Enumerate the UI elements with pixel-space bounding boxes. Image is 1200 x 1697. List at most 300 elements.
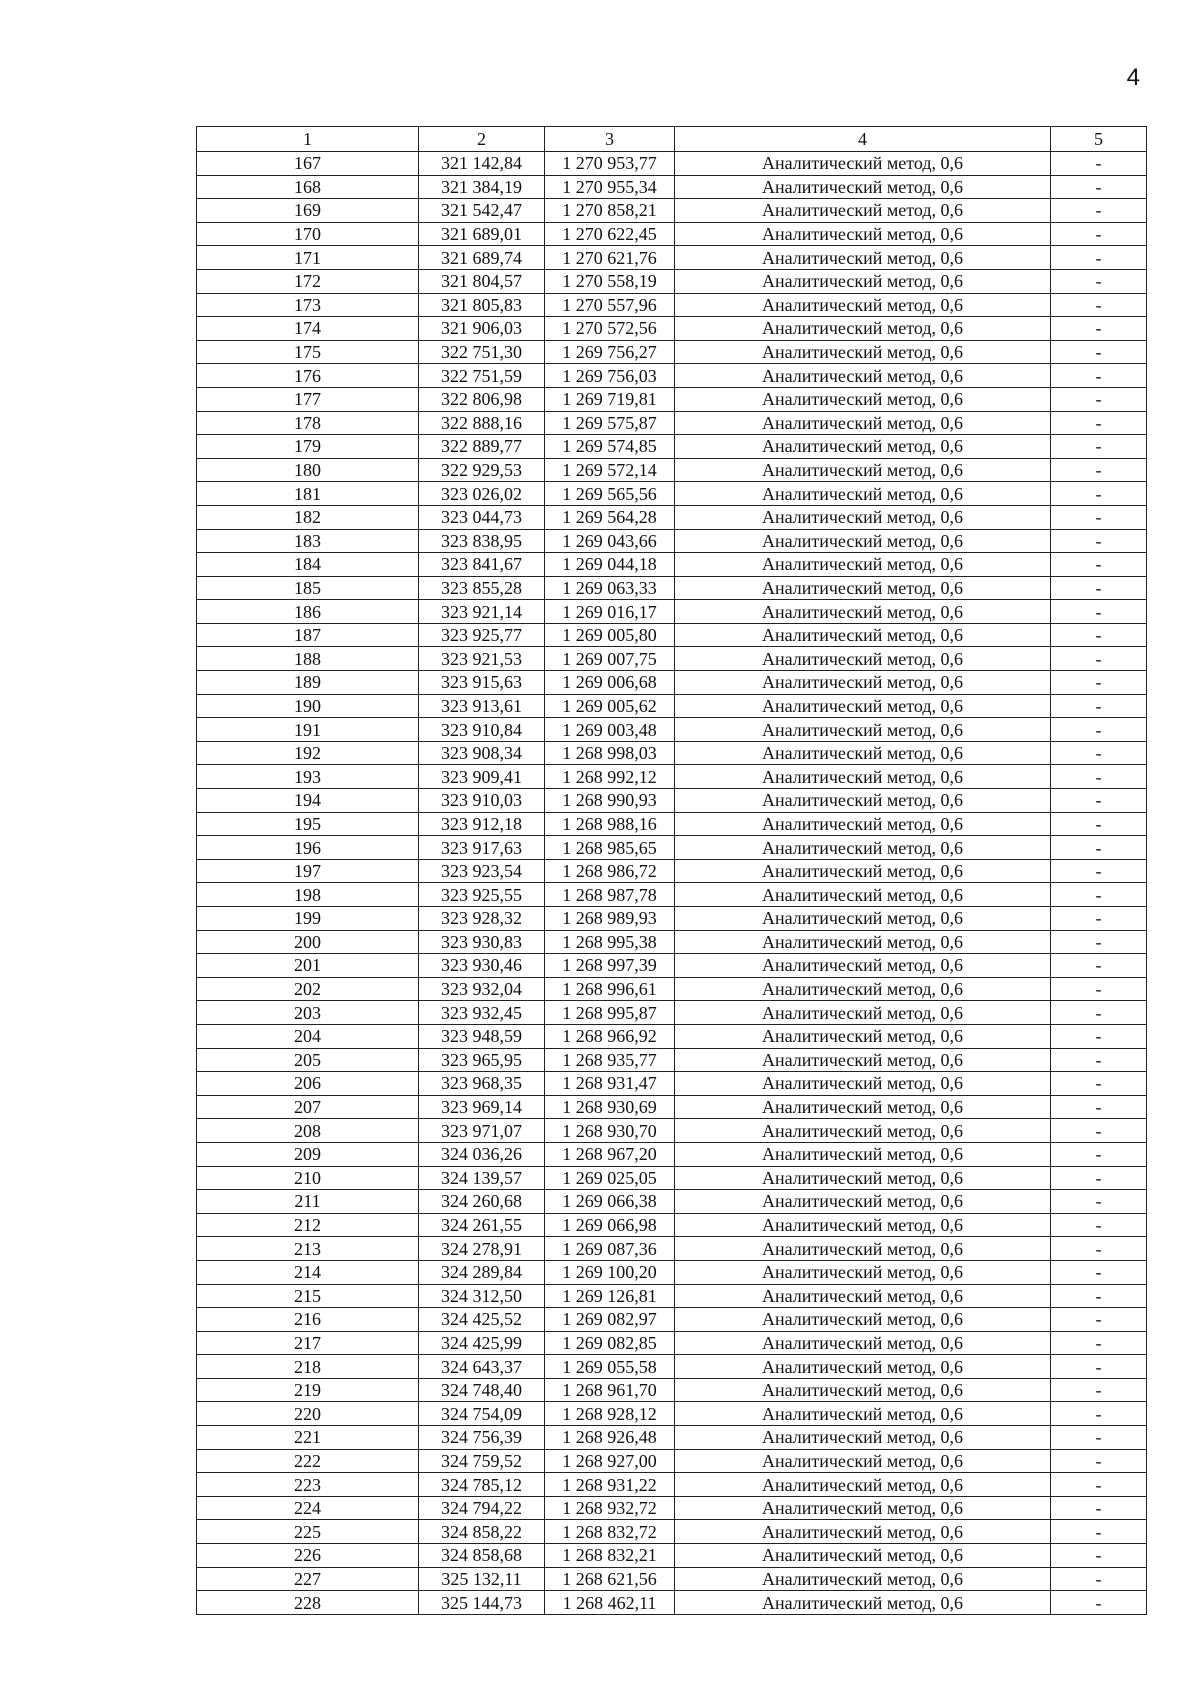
note-cell: - (1051, 246, 1147, 270)
y-coordinate-cell: 1 268 985,65 (545, 836, 675, 860)
table-row (197, 1024, 1147, 1048)
method-cell: Аналитический метод, 0,6 (675, 883, 1051, 907)
table-row (197, 1190, 1147, 1214)
table-row (197, 1308, 1147, 1332)
point-number-cell: 202 (197, 977, 419, 1001)
table-row (197, 836, 1147, 860)
method-cell: Аналитический метод, 0,6 (675, 387, 1051, 411)
y-coordinate-cell: 1 269 066,98 (545, 1213, 675, 1237)
note-cell: - (1051, 553, 1147, 577)
table-row (197, 435, 1147, 459)
table-row (197, 175, 1147, 199)
point-number-cell: 170 (197, 222, 419, 246)
note-cell: - (1051, 505, 1147, 529)
table-row (197, 623, 1147, 647)
y-coordinate-cell: 1 268 926,48 (545, 1426, 675, 1450)
header-cell-5: 5 (1051, 127, 1147, 152)
note-cell: - (1051, 1166, 1147, 1190)
point-number-cell: 186 (197, 600, 419, 624)
table-row (197, 1567, 1147, 1591)
note-cell: - (1051, 647, 1147, 671)
note-cell: - (1051, 1048, 1147, 1072)
x-coordinate-cell: 323 841,67 (419, 553, 545, 577)
note-cell: - (1051, 741, 1147, 765)
point-number-cell: 179 (197, 435, 419, 459)
x-coordinate-cell: 323 838,95 (419, 529, 545, 553)
header-cell-3: 3 (545, 127, 675, 152)
x-coordinate-cell: 324 260,68 (419, 1190, 545, 1214)
y-coordinate-cell: 1 268 930,70 (545, 1119, 675, 1143)
note-cell: - (1051, 1190, 1147, 1214)
method-cell: Аналитический метод, 0,6 (675, 623, 1051, 647)
table-row (197, 576, 1147, 600)
method-cell: Аналитический метод, 0,6 (675, 1119, 1051, 1143)
note-cell: - (1051, 1544, 1147, 1568)
method-cell: Аналитический метод, 0,6 (675, 1544, 1051, 1568)
method-cell: Аналитический метод, 0,6 (675, 1496, 1051, 1520)
note-cell: - (1051, 1284, 1147, 1308)
point-number-cell: 174 (197, 317, 419, 341)
method-cell: Аналитический метод, 0,6 (675, 529, 1051, 553)
method-cell: Аналитический метод, 0,6 (675, 175, 1051, 199)
header-row (197, 127, 1147, 152)
note-cell: - (1051, 340, 1147, 364)
note-cell: - (1051, 1378, 1147, 1402)
table-row (197, 482, 1147, 506)
note-cell: - (1051, 317, 1147, 341)
note-cell: - (1051, 529, 1147, 553)
x-coordinate-cell: 321 805,83 (419, 293, 545, 317)
method-cell: Аналитический метод, 0,6 (675, 741, 1051, 765)
y-coordinate-cell: 1 269 082,85 (545, 1331, 675, 1355)
y-coordinate-cell: 1 269 003,48 (545, 718, 675, 742)
point-number-cell: 189 (197, 671, 419, 695)
y-coordinate-cell: 1 269 005,80 (545, 623, 675, 647)
note-cell: - (1051, 458, 1147, 482)
method-cell: Аналитический метод, 0,6 (675, 1260, 1051, 1284)
table-row (197, 222, 1147, 246)
table-row (197, 1496, 1147, 1520)
x-coordinate-cell: 323 925,55 (419, 883, 545, 907)
note-cell: - (1051, 364, 1147, 388)
x-coordinate-cell: 321 542,47 (419, 199, 545, 223)
table-row (197, 1402, 1147, 1426)
x-coordinate-cell: 322 929,53 (419, 458, 545, 482)
point-number-cell: 227 (197, 1567, 419, 1591)
y-coordinate-cell: 1 268 967,20 (545, 1142, 675, 1166)
y-coordinate-cell: 1 270 622,45 (545, 222, 675, 246)
y-coordinate-cell: 1 268 995,38 (545, 930, 675, 954)
point-number-cell: 194 (197, 789, 419, 813)
y-coordinate-cell: 1 269 756,03 (545, 364, 675, 388)
method-cell: Аналитический метод, 0,6 (675, 364, 1051, 388)
note-cell: - (1051, 1072, 1147, 1096)
point-number-cell: 178 (197, 411, 419, 435)
table-row (197, 505, 1147, 529)
x-coordinate-cell: 322 806,98 (419, 387, 545, 411)
note-cell: - (1051, 1119, 1147, 1143)
point-number-cell: 191 (197, 718, 419, 742)
x-coordinate-cell: 324 289,84 (419, 1260, 545, 1284)
point-number-cell: 206 (197, 1072, 419, 1096)
point-number-cell: 176 (197, 364, 419, 388)
method-cell: Аналитический метод, 0,6 (675, 1095, 1051, 1119)
point-number-cell: 168 (197, 175, 419, 199)
x-coordinate-cell: 324 748,40 (419, 1378, 545, 1402)
note-cell: - (1051, 293, 1147, 317)
y-coordinate-cell: 1 268 998,03 (545, 741, 675, 765)
note-cell: - (1051, 812, 1147, 836)
point-number-cell: 182 (197, 505, 419, 529)
method-cell: Аналитический метод, 0,6 (675, 411, 1051, 435)
table-row (197, 317, 1147, 341)
y-coordinate-cell: 1 269 126,81 (545, 1284, 675, 1308)
note-cell: - (1051, 930, 1147, 954)
note-cell: - (1051, 1496, 1147, 1520)
y-coordinate-cell: 1 269 044,18 (545, 553, 675, 577)
y-coordinate-cell: 1 269 007,75 (545, 647, 675, 671)
table-row (197, 1001, 1147, 1025)
table-row (197, 1544, 1147, 1568)
y-coordinate-cell: 1 269 016,17 (545, 600, 675, 624)
table-row (197, 671, 1147, 695)
x-coordinate-cell: 323 925,77 (419, 623, 545, 647)
table-row (197, 1591, 1147, 1615)
y-coordinate-cell: 1 270 953,77 (545, 152, 675, 176)
method-cell: Аналитический метод, 0,6 (675, 1378, 1051, 1402)
note-cell: - (1051, 435, 1147, 459)
table-row (197, 1284, 1147, 1308)
note-cell: - (1051, 671, 1147, 695)
point-number-cell: 218 (197, 1355, 419, 1379)
note-cell: - (1051, 269, 1147, 293)
table-row (197, 1520, 1147, 1544)
x-coordinate-cell: 324 139,57 (419, 1166, 545, 1190)
method-cell: Аналитический метод, 0,6 (675, 152, 1051, 176)
method-cell: Аналитический метод, 0,6 (675, 1048, 1051, 1072)
method-cell: Аналитический метод, 0,6 (675, 1473, 1051, 1497)
y-coordinate-cell: 1 268 927,00 (545, 1449, 675, 1473)
note-cell: - (1051, 175, 1147, 199)
method-cell: Аналитический метод, 0,6 (675, 505, 1051, 529)
point-number-cell: 177 (197, 387, 419, 411)
method-cell: Аналитический метод, 0,6 (675, 1237, 1051, 1261)
x-coordinate-cell: 323 930,46 (419, 954, 545, 978)
table-row (197, 458, 1147, 482)
table-row (197, 1142, 1147, 1166)
y-coordinate-cell: 1 268 986,72 (545, 859, 675, 883)
method-cell: Аналитический метод, 0,6 (675, 340, 1051, 364)
y-coordinate-cell: 1 269 574,85 (545, 435, 675, 459)
note-cell: - (1051, 1355, 1147, 1379)
point-number-cell: 208 (197, 1119, 419, 1143)
point-number-cell: 167 (197, 152, 419, 176)
point-number-cell: 219 (197, 1378, 419, 1402)
y-coordinate-cell: 1 268 989,93 (545, 907, 675, 931)
x-coordinate-cell: 323 968,35 (419, 1072, 545, 1096)
table-row (197, 411, 1147, 435)
y-coordinate-cell: 1 269 756,27 (545, 340, 675, 364)
method-cell: Аналитический метод, 0,6 (675, 1355, 1051, 1379)
point-number-cell: 212 (197, 1213, 419, 1237)
table-row (197, 859, 1147, 883)
point-number-cell: 209 (197, 1142, 419, 1166)
x-coordinate-cell: 323 928,32 (419, 907, 545, 931)
x-coordinate-cell: 321 906,03 (419, 317, 545, 341)
x-coordinate-cell: 324 036,26 (419, 1142, 545, 1166)
x-coordinate-cell: 321 689,74 (419, 246, 545, 270)
method-cell: Аналитический метод, 0,6 (675, 671, 1051, 695)
x-coordinate-cell: 323 932,04 (419, 977, 545, 1001)
x-coordinate-cell: 324 858,22 (419, 1520, 545, 1544)
point-number-cell: 193 (197, 765, 419, 789)
y-coordinate-cell: 1 270 858,21 (545, 199, 675, 223)
note-cell: - (1051, 623, 1147, 647)
x-coordinate-cell: 323 044,73 (419, 505, 545, 529)
y-coordinate-cell: 1 268 966,92 (545, 1024, 675, 1048)
method-cell: Аналитический метод, 0,6 (675, 812, 1051, 836)
x-coordinate-cell: 324 261,55 (419, 1213, 545, 1237)
y-coordinate-cell: 1 269 006,68 (545, 671, 675, 695)
point-number-cell: 184 (197, 553, 419, 577)
point-number-cell: 196 (197, 836, 419, 860)
point-number-cell: 211 (197, 1190, 419, 1214)
point-number-cell: 205 (197, 1048, 419, 1072)
y-coordinate-cell: 1 270 558,19 (545, 269, 675, 293)
table-row (197, 1260, 1147, 1284)
table-row (197, 765, 1147, 789)
note-cell: - (1051, 411, 1147, 435)
x-coordinate-cell: 323 917,63 (419, 836, 545, 860)
coordinates-table (196, 126, 1147, 1615)
table-row (197, 1449, 1147, 1473)
coordinates-table-container (196, 126, 1146, 1615)
y-coordinate-cell: 1 269 575,87 (545, 411, 675, 435)
y-coordinate-cell: 1 268 996,61 (545, 977, 675, 1001)
method-cell: Аналитический метод, 0,6 (675, 1072, 1051, 1096)
y-coordinate-cell: 1 269 066,38 (545, 1190, 675, 1214)
note-cell: - (1051, 694, 1147, 718)
point-number-cell: 181 (197, 482, 419, 506)
table-row (197, 387, 1147, 411)
method-cell: Аналитический метод, 0,6 (675, 1190, 1051, 1214)
note-cell: - (1051, 222, 1147, 246)
note-cell: - (1051, 1095, 1147, 1119)
x-coordinate-cell: 324 643,37 (419, 1355, 545, 1379)
table-row (197, 789, 1147, 813)
x-coordinate-cell: 323 923,54 (419, 859, 545, 883)
note-cell: - (1051, 1567, 1147, 1591)
y-coordinate-cell: 1 268 987,78 (545, 883, 675, 907)
method-cell: Аналитический метод, 0,6 (675, 836, 1051, 860)
point-number-cell: 224 (197, 1496, 419, 1520)
y-coordinate-cell: 1 270 621,76 (545, 246, 675, 270)
note-cell: - (1051, 387, 1147, 411)
point-number-cell: 207 (197, 1095, 419, 1119)
y-coordinate-cell: 1 268 462,11 (545, 1591, 675, 1615)
point-number-cell: 187 (197, 623, 419, 647)
note-cell: - (1051, 859, 1147, 883)
x-coordinate-cell: 324 794,22 (419, 1496, 545, 1520)
x-coordinate-cell: 323 910,03 (419, 789, 545, 813)
y-coordinate-cell: 1 269 565,56 (545, 482, 675, 506)
x-coordinate-cell: 324 425,52 (419, 1308, 545, 1332)
y-coordinate-cell: 1 268 928,12 (545, 1402, 675, 1426)
table-row (197, 600, 1147, 624)
y-coordinate-cell: 1 269 100,20 (545, 1260, 675, 1284)
x-coordinate-cell: 323 948,59 (419, 1024, 545, 1048)
table-row (197, 152, 1147, 176)
table-row (197, 1213, 1147, 1237)
table-row (197, 1072, 1147, 1096)
y-coordinate-cell: 1 268 930,69 (545, 1095, 675, 1119)
method-cell: Аналитический метод, 0,6 (675, 1449, 1051, 1473)
method-cell: Аналитический метод, 0,6 (675, 954, 1051, 978)
table-row (197, 930, 1147, 954)
x-coordinate-cell: 321 384,19 (419, 175, 545, 199)
point-number-cell: 220 (197, 1402, 419, 1426)
method-cell: Аналитический метод, 0,6 (675, 1426, 1051, 1450)
point-number-cell: 214 (197, 1260, 419, 1284)
x-coordinate-cell: 325 132,11 (419, 1567, 545, 1591)
x-coordinate-cell: 324 278,91 (419, 1237, 545, 1261)
y-coordinate-cell: 1 269 063,33 (545, 576, 675, 600)
method-cell: Аналитический метод, 0,6 (675, 718, 1051, 742)
table-row (197, 553, 1147, 577)
y-coordinate-cell: 1 268 931,22 (545, 1473, 675, 1497)
y-coordinate-cell: 1 268 990,93 (545, 789, 675, 813)
y-coordinate-cell: 1 269 005,62 (545, 694, 675, 718)
point-number-cell: 225 (197, 1520, 419, 1544)
note-cell: - (1051, 600, 1147, 624)
table-row (197, 1426, 1147, 1450)
method-cell: Аналитический метод, 0,6 (675, 977, 1051, 1001)
point-number-cell: 172 (197, 269, 419, 293)
note-cell: - (1051, 1024, 1147, 1048)
x-coordinate-cell: 321 142,84 (419, 152, 545, 176)
point-number-cell: 183 (197, 529, 419, 553)
point-number-cell: 180 (197, 458, 419, 482)
x-coordinate-cell: 323 908,34 (419, 741, 545, 765)
point-number-cell: 199 (197, 907, 419, 931)
method-cell: Аналитический метод, 0,6 (675, 1213, 1051, 1237)
page-number: 4 (1126, 64, 1140, 91)
y-coordinate-cell: 1 269 082,97 (545, 1308, 675, 1332)
method-cell: Аналитический метод, 0,6 (675, 1001, 1051, 1025)
table-row (197, 1237, 1147, 1261)
x-coordinate-cell: 323 932,45 (419, 1001, 545, 1025)
table-row (197, 883, 1147, 907)
note-cell: - (1051, 1591, 1147, 1615)
table-row (197, 1331, 1147, 1355)
note-cell: - (1051, 765, 1147, 789)
point-number-cell: 195 (197, 812, 419, 836)
x-coordinate-cell: 323 965,95 (419, 1048, 545, 1072)
note-cell: - (1051, 789, 1147, 813)
y-coordinate-cell: 1 268 995,87 (545, 1001, 675, 1025)
y-coordinate-cell: 1 269 087,36 (545, 1237, 675, 1261)
x-coordinate-cell: 323 910,84 (419, 718, 545, 742)
note-cell: - (1051, 1331, 1147, 1355)
note-cell: - (1051, 1449, 1147, 1473)
point-number-cell: 171 (197, 246, 419, 270)
table-row (197, 907, 1147, 931)
method-cell: Аналитический метод, 0,6 (675, 482, 1051, 506)
table-row (197, 741, 1147, 765)
method-cell: Аналитический метод, 0,6 (675, 246, 1051, 270)
note-cell: - (1051, 1213, 1147, 1237)
method-cell: Аналитический метод, 0,6 (675, 1402, 1051, 1426)
note-cell: - (1051, 1308, 1147, 1332)
note-cell: - (1051, 977, 1147, 1001)
method-cell: Аналитический метод, 0,6 (675, 199, 1051, 223)
y-coordinate-cell: 1 269 719,81 (545, 387, 675, 411)
table-row (197, 694, 1147, 718)
x-coordinate-cell: 324 312,50 (419, 1284, 545, 1308)
method-cell: Аналитический метод, 0,6 (675, 1308, 1051, 1332)
table-row (197, 1166, 1147, 1190)
point-number-cell: 169 (197, 199, 419, 223)
method-cell: Аналитический метод, 0,6 (675, 269, 1051, 293)
point-number-cell: 192 (197, 741, 419, 765)
x-coordinate-cell: 324 425,99 (419, 1331, 545, 1355)
x-coordinate-cell: 321 804,57 (419, 269, 545, 293)
point-number-cell: 173 (197, 293, 419, 317)
table-row (197, 1355, 1147, 1379)
x-coordinate-cell: 322 889,77 (419, 435, 545, 459)
method-cell: Аналитический метод, 0,6 (675, 576, 1051, 600)
point-number-cell: 190 (197, 694, 419, 718)
x-coordinate-cell: 324 754,09 (419, 1402, 545, 1426)
y-coordinate-cell: 1 268 935,77 (545, 1048, 675, 1072)
method-cell: Аналитический метод, 0,6 (675, 647, 1051, 671)
x-coordinate-cell: 323 909,41 (419, 765, 545, 789)
method-cell: Аналитический метод, 0,6 (675, 1591, 1051, 1615)
note-cell: - (1051, 1142, 1147, 1166)
method-cell: Аналитический метод, 0,6 (675, 859, 1051, 883)
x-coordinate-cell: 323 969,14 (419, 1095, 545, 1119)
note-cell: - (1051, 1426, 1147, 1450)
table-row (197, 718, 1147, 742)
point-number-cell: 213 (197, 1237, 419, 1261)
table-row (197, 269, 1147, 293)
method-cell: Аналитический метод, 0,6 (675, 930, 1051, 954)
y-coordinate-cell: 1 268 832,72 (545, 1520, 675, 1544)
point-number-cell: 221 (197, 1426, 419, 1450)
note-cell: - (1051, 199, 1147, 223)
x-coordinate-cell: 324 756,39 (419, 1426, 545, 1450)
method-cell: Аналитический метод, 0,6 (675, 694, 1051, 718)
method-cell: Аналитический метод, 0,6 (675, 222, 1051, 246)
header-cell-2: 2 (419, 127, 545, 152)
point-number-cell: 204 (197, 1024, 419, 1048)
y-coordinate-cell: 1 269 055,58 (545, 1355, 675, 1379)
table-row (197, 1095, 1147, 1119)
point-number-cell: 200 (197, 930, 419, 954)
y-coordinate-cell: 1 268 621,56 (545, 1567, 675, 1591)
note-cell: - (1051, 482, 1147, 506)
x-coordinate-cell: 323 930,83 (419, 930, 545, 954)
x-coordinate-cell: 323 921,53 (419, 647, 545, 671)
table-row (197, 340, 1147, 364)
y-coordinate-cell: 1 268 997,39 (545, 954, 675, 978)
point-number-cell: 228 (197, 1591, 419, 1615)
table-row (197, 364, 1147, 388)
point-number-cell: 175 (197, 340, 419, 364)
table-row (197, 812, 1147, 836)
x-coordinate-cell: 323 915,63 (419, 671, 545, 695)
point-number-cell: 216 (197, 1308, 419, 1332)
